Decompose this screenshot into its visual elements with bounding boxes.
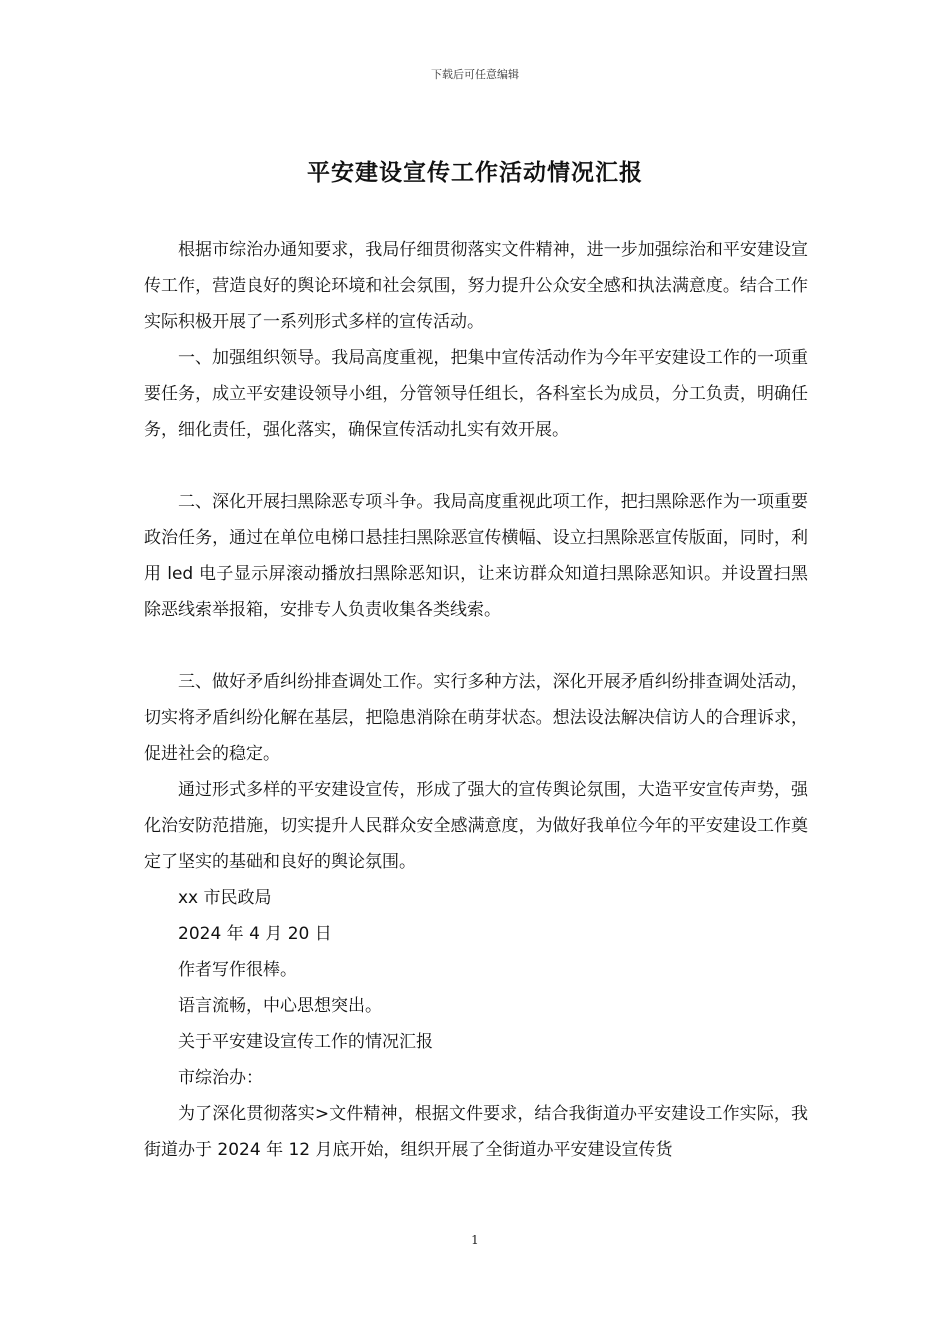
second-report-title: 关于平安建设宣传工作的情况汇报 [178,1032,433,1052]
paragraph-section-1: 一、加强组织领导。我局高度重视，把集中宣传活动作为今年平安建设工作的一项重要任务，成立平安建设领导小组，分管领导任组长，各科室长为成员，分工负责，明确任务，细化责任，强化落实，确保宣传活动扎实有效开展。 [144,348,808,440]
addressee-line: 市综治办： [178,1068,263,1088]
header-note: 下载后可任意编辑 [431,68,519,81]
comment-line-1: 作者写作很棒。 [178,960,297,980]
issuer-line: xx 市民政局 [178,888,272,908]
page-number: 1 [471,1233,479,1247]
date-line: 2024 年 4 月 20 日 [178,924,332,944]
paragraph-intro: 根据市综治办通知要求，我局仔细贯彻落实文件精神，进一步加强综治和平安建设宣传工作，营造良好的舆论环境和社会氛围，努力提升公众安全感和执法满意度。结合工作实际积极开展了一系列形式多样的宣传活动。 [144,240,808,332]
comment-line-2: 语言流畅，中心思想突出。 [178,996,382,1016]
paragraph-second-report-intro: 为了深化贯彻落实>文件精神，根据文件要求，结合我街道办平安建设工作实际，我街道办于 2024 年 12 月底开始，组织开展了全街道办平安建设宣传货 [144,1104,808,1160]
document-body [144,232,808,1168]
paragraph-section-2: 二、深化开展扫黑除恶专项斗争。我局高度重视此项工作，把扫黑除恶作为一项重要政治任务，通过在单位电梯口悬挂扫黑除恶宣传横幅、设立扫黑除恶宣传版面，同时，利用 led 电子显示屏滚动播放扫黑除恶知识，让来访群众知道扫黑除恶知识。并设置扫黑除恶线索举报箱，安排专人负责收集各类线索。 [144,492,808,620]
paragraph-section-3: 三、做好矛盾纠纷排查调处工作。实行多种方法，深化开展矛盾纠纷排查调处活动，切实将矛盾纠纷化解在基层，把隐患消除在萌芽状态。想法设法解决信访人的合理诉求，促进社会的稳定。 [144,672,808,764]
paragraph-conclusion: 通过形式多样的平安建设宣传，形成了强大的宣传舆论氛围，大造平安宣传声势，强化治安防范措施，切实提升人民群众安全感满意度，为做好我单位今年的平安建设工作奠定了坚实的基础和良好的舆论氛围。 [144,780,808,872]
document-title: 平安建设宣传工作活动情况汇报 [307,160,643,186]
